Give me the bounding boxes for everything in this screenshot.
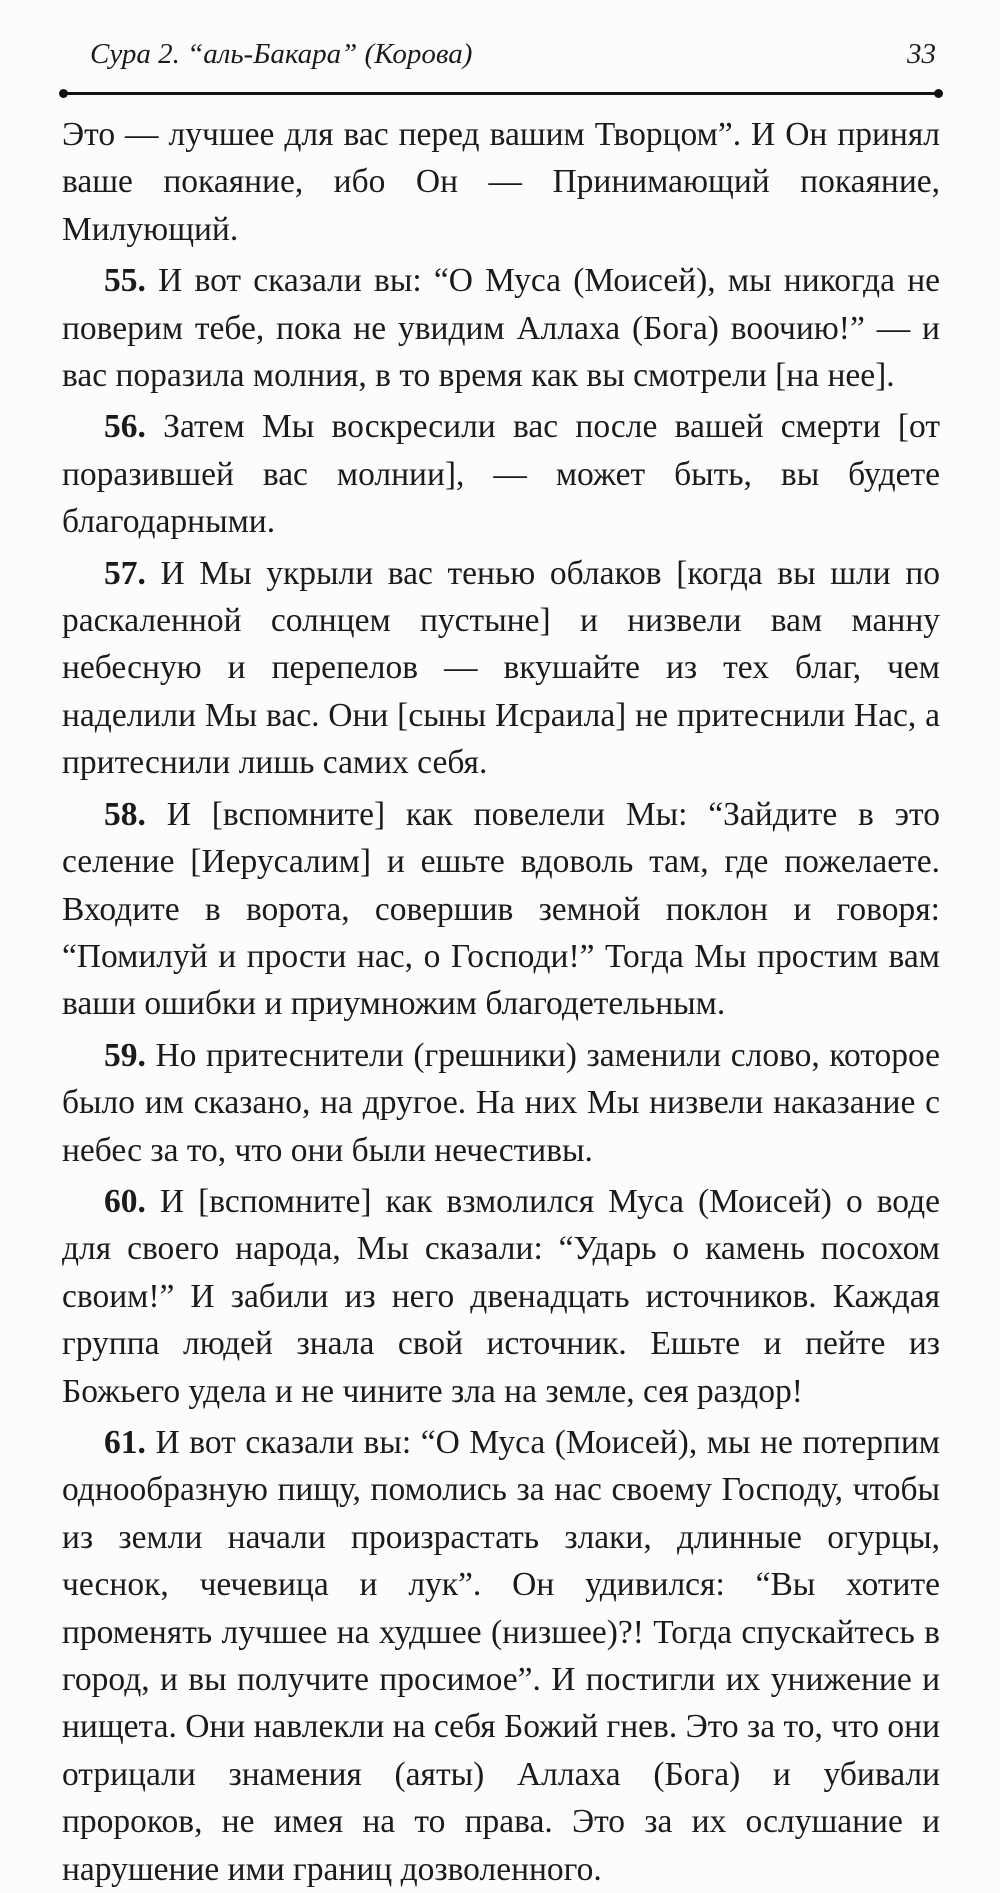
header-rule bbox=[62, 92, 940, 95]
verse-text: И Мы укрыли вас тенью облаков [когда вы шли по раскаленной солнцем пустыне] и низвели вам манну небесную и перепелов — вкушайте из тех благ, чем наделили Мы вас. Они [сыны Исраила] не притеснили Нас, а притеснили лишь самих себя. bbox=[62, 554, 940, 782]
verse-59 bbox=[62, 1032, 940, 1174]
continuation-paragraph: Это — лучшее для вас перед вашим Творцом”. И Он принял ваше покаяние, ибо Он — Принимающий покаяние, Милующий. bbox=[62, 116, 940, 248]
verse-text: Затем Мы воскресили вас после вашей смерти [от поразившей вас молнии], — может быть, вы будете благодарными. bbox=[62, 408, 940, 541]
verse-58 bbox=[62, 791, 940, 1028]
verse-number: 59. bbox=[104, 1036, 146, 1074]
verse-number: 58. bbox=[104, 795, 146, 833]
verse-60 bbox=[62, 1178, 940, 1415]
verse-text: И [вспомните] как повелели Мы: “Зайдите в это селение [Иерусалим] и ешьте вдоволь там, где пожелаете. Входите в ворота, совершив земной поклон и говоря: “Помилуй и прости нас, о Господи!” Тогда Мы простим вам ваши ошибки и приумножим благодетельным. bbox=[62, 795, 940, 1023]
rule-dot-right bbox=[934, 89, 943, 98]
verse-number: 57. bbox=[104, 554, 146, 592]
running-header bbox=[62, 24, 940, 84]
verse-text: И вот сказали вы: “О Муса (Моисей), мы не потерпим однообразную пищу, помолись за нас своему Господу, чтобы из земли начали произрастать злаки, длинные огурцы, чеснок, чечевица и лук”. Он удивился: “Вы хотите променять лучшее на худшее (низшее)?! Тогда спускайтесь в город, и вы получите просимое”. И постигли их унижение и нищета. Они навлекли на себя Божий гнев. Это за то, что они отрицали знамения (аяты) Аллаха (Бога) и убивали пророков, не имея на то права. Это за их ослушание и нарушение ими границ дозволенного. bbox=[62, 1423, 941, 1888]
verse-number: 61. bbox=[104, 1423, 146, 1461]
verse-text: И вот сказали вы: “О Муса (Моисей), мы никогда не поверим тебе, пока не увидим Аллаха (Бога) воочию!” — и вас поразила молния, в то время как вы смотрели [на нее]. bbox=[62, 262, 940, 395]
verse-61 bbox=[62, 1419, 940, 1893]
verse-57 bbox=[62, 550, 940, 787]
body-text bbox=[62, 111, 940, 1893]
verse-56 bbox=[62, 403, 940, 545]
verse-text: Но притеснители (грешники) заменили слово, которое было им сказано, на другое. На них Мы низвели наказание с небес за то, что они были нечестивы. bbox=[62, 1036, 940, 1169]
rule-dot-left bbox=[59, 89, 68, 98]
verse-number: 55. bbox=[104, 262, 146, 300]
page-number: 33 bbox=[907, 38, 936, 70]
surah-title: Сура 2. “аль-Бакара” (Корова) bbox=[90, 38, 473, 70]
verse-text: И [вспомните] как взмолился Муса (Моисей) о воде для своего народа, Мы сказали: “Ударь о камень посохом своим!” И забили из него двенадцать источников. Каждая группа людей знала свой источник. Ешьте и пейте из Божьего удела и не чините зла на земле, сея раздор! bbox=[62, 1182, 940, 1410]
verse-number: 56. bbox=[104, 408, 146, 446]
verse-55 bbox=[62, 257, 940, 399]
verse-number: 60. bbox=[104, 1182, 146, 1220]
